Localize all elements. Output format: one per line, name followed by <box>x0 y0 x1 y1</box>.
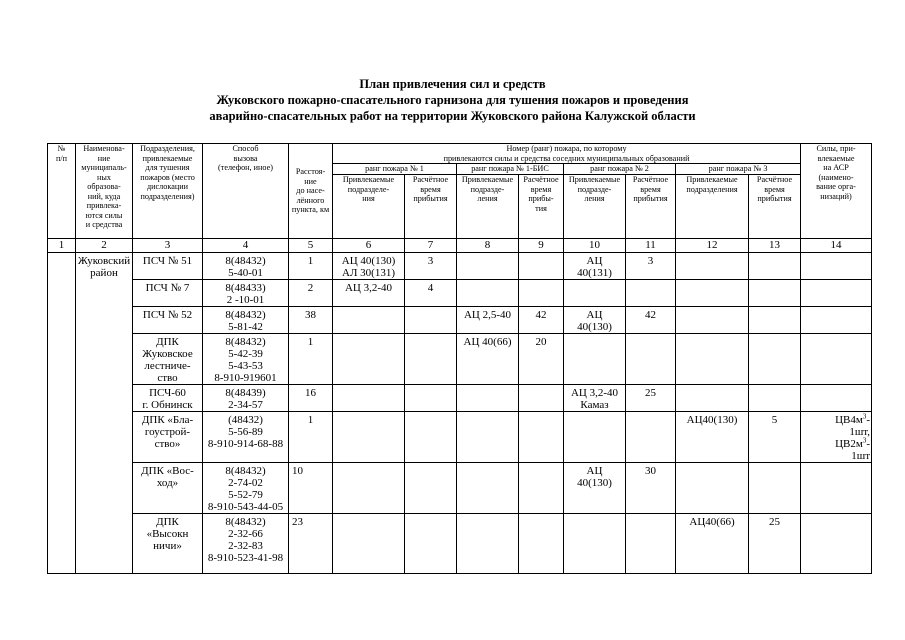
unit-cell: ДПК Жуковское лестниче- ство <box>133 334 203 385</box>
column-number: 5 <box>289 239 333 253</box>
header-rank-1: ранг пожара № 1 <box>333 164 457 175</box>
header-rank-2: ранг пожара № 2 <box>564 164 676 175</box>
header-rank2-time: Расчётное время прибытия <box>626 175 676 239</box>
rescue-forces-cell <box>801 334 872 385</box>
rank3-time-cell <box>749 385 801 412</box>
rank3-units-cell: АЦ40(66) <box>676 514 749 574</box>
rank2-time-cell: 42 <box>626 307 676 334</box>
rank1-time-cell <box>405 412 457 463</box>
table-row <box>48 385 872 412</box>
rescue-forces-text-b: - 1шт, ЦВ2м <box>835 414 871 450</box>
table-row <box>48 280 872 307</box>
unit-cell: ПСЧ № 52 <box>133 307 203 334</box>
column-number: 4 <box>203 239 289 253</box>
rank1-units-cell <box>333 334 405 385</box>
rank3-units-cell <box>676 385 749 412</box>
row-index-cell <box>48 253 76 574</box>
rank1bis-time-cell: 42 <box>519 307 564 334</box>
rank3-time-cell: 5 <box>749 412 801 463</box>
header-rank-1bis: ранг пожара № 1-БИС <box>457 164 564 175</box>
rank1-time-cell <box>405 334 457 385</box>
header-rank2-units: Привлекаемые подразде- ления <box>564 175 626 239</box>
distance-cell: 16 <box>289 385 333 412</box>
rank1bis-units-cell <box>457 514 519 574</box>
rank1bis-units-cell <box>457 463 519 514</box>
unit-cell: ПСЧ № 7 <box>133 280 203 307</box>
column-number: 14 <box>801 239 872 253</box>
header-rescue-forces: Силы, при- влекаемые на АСР (наимено- вание орга- низаций) <box>801 144 872 239</box>
rank1-time-cell <box>405 514 457 574</box>
rank2-time-cell <box>626 412 676 463</box>
rank1-time-cell: 3 <box>405 253 457 280</box>
rank2-units-cell <box>564 514 626 574</box>
rank2-units-cell <box>564 334 626 385</box>
rank1bis-time-cell <box>519 514 564 574</box>
rank2-time-cell <box>626 334 676 385</box>
superscript-cubic-b: 3 <box>862 436 867 445</box>
rank1bis-time-cell <box>519 280 564 307</box>
rank3-units-cell <box>676 253 749 280</box>
distance-cell: 2 <box>289 280 333 307</box>
rank1-units-cell <box>333 307 405 334</box>
distance-cell: 1 <box>289 253 333 280</box>
rank1bis-units-cell <box>457 412 519 463</box>
header-fire-rank-group: Номер (ранг) пожара, по которому привлекаются силы и средства соседних муниципальных образований <box>333 144 801 164</box>
rank3-time-cell <box>749 253 801 280</box>
rank3-time-cell <box>749 463 801 514</box>
rank1bis-time-cell: 20 <box>519 334 564 385</box>
title-line-1: План привлечения сил и средств <box>359 77 546 91</box>
phone-cell: (48432) 5-56-89 8-910-914-68-88 <box>203 412 289 463</box>
header-units: Подразделения, привлекаемые для тушения пожаров (место дислокации подразделения) <box>133 144 203 239</box>
header-number: № п/п <box>48 144 76 239</box>
rank3-time-cell <box>749 280 801 307</box>
distance-cell: 10 <box>289 463 333 514</box>
document-title <box>0 76 905 124</box>
rank2-time-cell: 25 <box>626 385 676 412</box>
header-call-method: Способ вызова (телефон, иное) <box>203 144 289 239</box>
rescue-forces-cell <box>801 307 872 334</box>
district-cell: Жуковский район <box>76 253 133 574</box>
header-distance: Расстоя- ние до насе- лённого пункта, км <box>289 144 333 239</box>
title-line-2: Жуковского пожарно-спасательного гарнизона для тушения пожаров и проведения <box>216 93 689 107</box>
header-rank3-time: Расчётное время прибытия <box>749 175 801 239</box>
table-row <box>48 463 872 514</box>
column-number: 6 <box>333 239 405 253</box>
column-number: 8 <box>457 239 519 253</box>
column-number: 12 <box>676 239 749 253</box>
distance-cell: 23 <box>289 514 333 574</box>
header-rank1-time: Расчётное время прибытия <box>405 175 457 239</box>
rank1bis-units-cell: АЦ 40(66) <box>457 334 519 385</box>
table-row <box>48 514 872 574</box>
rank3-time-cell <box>749 334 801 385</box>
column-number: 3 <box>133 239 203 253</box>
rank1bis-time-cell <box>519 412 564 463</box>
rank2-units-cell: АЦ 40(130) <box>564 307 626 334</box>
rescue-forces-cell <box>801 385 872 412</box>
rank1-units-cell: АЦ 3,2-40 <box>333 280 405 307</box>
rank1-units-cell <box>333 385 405 412</box>
phone-cell: 8(48432) 5-81-42 <box>203 307 289 334</box>
unit-cell: ПСЧ № 51 <box>133 253 203 280</box>
rank3-units-cell <box>676 280 749 307</box>
header-rank1bis-units: Привлекаемые подразде- ления <box>457 175 519 239</box>
superscript-cubic-a: 3 <box>862 412 867 421</box>
rescue-forces-text-c: - 1шт <box>851 438 871 462</box>
unit-cell: ДПК «Вос- ход» <box>133 463 203 514</box>
rank1bis-units-cell <box>457 385 519 412</box>
rank1-time-cell: 4 <box>405 280 457 307</box>
forces-plan-table <box>47 143 872 574</box>
header-rank1-units: Привлекаемые подразделе- ния <box>333 175 405 239</box>
unit-cell: ДПК «Высокн ничи» <box>133 514 203 574</box>
rank3-units-cell <box>676 334 749 385</box>
phone-cell: 8(48439) 2-34-57 <box>203 385 289 412</box>
rescue-forces-cell <box>801 280 872 307</box>
rank1-time-cell <box>405 385 457 412</box>
rank1-units-cell <box>333 412 405 463</box>
rescue-forces-cell <box>801 463 872 514</box>
rescue-forces-text-a: ЦВ4м <box>835 414 863 426</box>
column-number: 1 <box>48 239 76 253</box>
rank2-time-cell <box>626 280 676 307</box>
unit-cell: ДПК «Бла- гоустрой- ство» <box>133 412 203 463</box>
header-rank3-units: Привлекаемые подразделения <box>676 175 749 239</box>
rank2-units-cell: АЦ 3,2-40 Камаз <box>564 385 626 412</box>
rank2-time-cell: 3 <box>626 253 676 280</box>
column-number: 11 <box>626 239 676 253</box>
phone-cell: 8(48432) 5-42-39 5-43-53 8-910-919601 <box>203 334 289 385</box>
rank3-units-cell <box>676 463 749 514</box>
distance-cell: 38 <box>289 307 333 334</box>
column-number-row <box>48 239 872 253</box>
rank3-time-cell: 25 <box>749 514 801 574</box>
rank2-units-cell: АЦ 40(131) <box>564 253 626 280</box>
table-row <box>48 253 872 280</box>
rank1-time-cell <box>405 307 457 334</box>
rank3-units-cell: АЦ40(130) <box>676 412 749 463</box>
column-number: 7 <box>405 239 457 253</box>
distance-cell: 1 <box>289 334 333 385</box>
rank1bis-time-cell <box>519 385 564 412</box>
table-row <box>48 307 872 334</box>
rescue-forces-cell <box>801 412 872 463</box>
rank2-units-cell: АЦ 40(130) <box>564 463 626 514</box>
column-number: 9 <box>519 239 564 253</box>
phone-cell: 8(48433) 2 -10-01 <box>203 280 289 307</box>
header-municipality: Наименова- ние муниципаль- ных образова- ний, куда привлека- ются силы и средства <box>76 144 133 239</box>
rank2-units-cell <box>564 412 626 463</box>
column-number: 13 <box>749 239 801 253</box>
rank1-time-cell <box>405 463 457 514</box>
distance-cell: 1 <box>289 412 333 463</box>
table-row <box>48 412 872 463</box>
rank3-time-cell <box>749 307 801 334</box>
phone-cell: 8(48432) 5-40-01 <box>203 253 289 280</box>
phone-cell: 8(48432) 2-74-02 5-52-79 8-910-543-44-05 <box>203 463 289 514</box>
rank1bis-time-cell <box>519 253 564 280</box>
header-rank-3: ранг пожара № 3 <box>676 164 801 175</box>
rank1-units-cell: АЦ 40(130) АЛ 30(131) <box>333 253 405 280</box>
column-number: 10 <box>564 239 626 253</box>
rank3-units-cell <box>676 307 749 334</box>
rescue-forces-cell <box>801 253 872 280</box>
title-line-3: аварийно-спасательных работ на территории Жуковского района Калужской области <box>209 109 696 123</box>
rank2-units-cell <box>564 280 626 307</box>
table-row <box>48 334 872 385</box>
rank1bis-units-cell <box>457 280 519 307</box>
header-rank1bis-time: Расчётное время прибы- тия <box>519 175 564 239</box>
rank1-units-cell <box>333 463 405 514</box>
rank2-time-cell <box>626 514 676 574</box>
phone-cell: 8(48432) 2-32-66 2-32-83 8-910-523-41-98 <box>203 514 289 574</box>
rank2-time-cell: 30 <box>626 463 676 514</box>
rank1bis-time-cell <box>519 463 564 514</box>
rank1-units-cell <box>333 514 405 574</box>
column-number: 2 <box>76 239 133 253</box>
rescue-forces-cell <box>801 514 872 574</box>
rank1bis-units-cell: АЦ 2,5-40 <box>457 307 519 334</box>
rank1bis-units-cell <box>457 253 519 280</box>
unit-cell: ПСЧ-60 г. Обнинск <box>133 385 203 412</box>
